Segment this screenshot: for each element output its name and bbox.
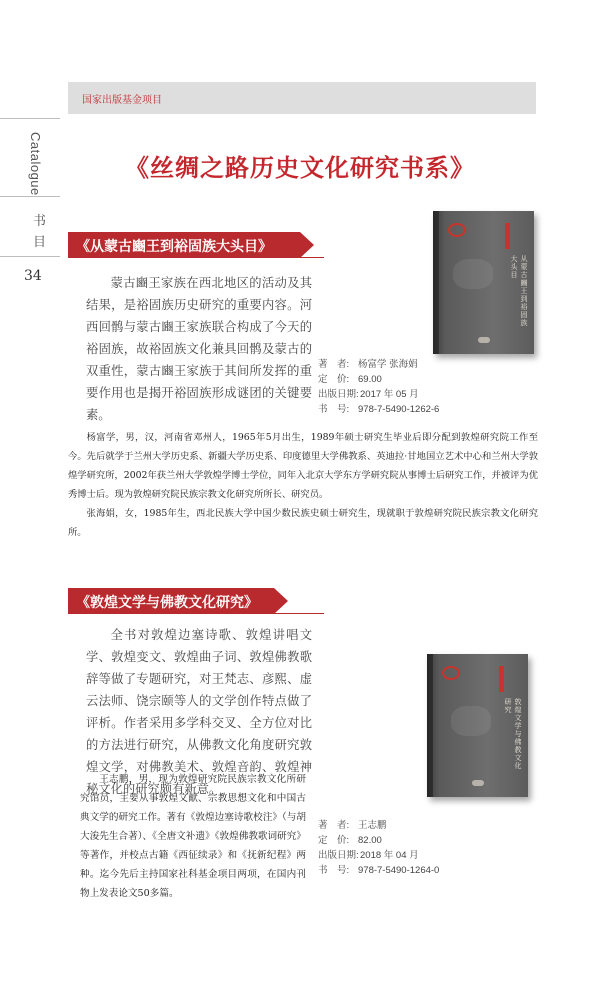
book-2-meta — [318, 818, 439, 878]
book-1-cover-publisher-mark — [478, 337, 490, 343]
book-1-cover — [433, 211, 534, 354]
book-1-meta — [318, 357, 439, 417]
book-1-summary: 蒙古豳王家族在西北地区的活动及其结果，是裕固族历史研究的重要内容。河西回鹘与蒙古豳王家族联合构成了今天的裕固族，故裕固族文化兼具回鹘及蒙古的双重性，蒙古豳王家族于其间所发挥的重要作用也是揭开裕固族形成谜团的关键要素。 — [86, 276, 312, 422]
book-2-summary: 全书对敦煌边塞诗歌、敦煌讲唱文学、敦煌变文、敦煌曲子词、敦煌佛教歌辞等做了专题研究，对王梵志、彦熙、虚云法师、饶宗颐等人的文学创作特点做了评析。作者采用多学科交叉、全方位对比的方法进行研究，从佛教文化角度研究敦煌文学，对佛教美术、敦煌音韵、敦煌神秘文化的研究颇有新意。 — [86, 628, 312, 796]
book-1-author-bio-1: 杨富学，男，汉，河南省邓州人，1965年5月出生，1989年硕士研究生毕业后即分配到敦煌研究院工作至今。先后就学于兰州大学历史系、新疆大学历史系、印度德里大学佛教系、英迪拉·甘地国立艺术中心和兰州大学敦煌学研究所，2002年获兰州大学敦煌学博士学位，同年入北京大学东方学研究院从事博士后研究工作，并被评为优秀博士后。现为敦煌研究院民族宗教文化研究所所长、研究员。 — [68, 432, 538, 500]
meta-value: 978-7-5490-1264-0 — [358, 865, 440, 876]
meta-key: 书 号: — [318, 404, 350, 415]
book-2-cover-spine — [427, 654, 433, 797]
book-2-title-rule — [68, 613, 324, 614]
header-band-label: 国家出版基金项目 — [82, 95, 162, 106]
publisher-logo-icon — [442, 666, 460, 680]
book-2-title: 《敦煌文学与佛教文化研究》 — [76, 595, 258, 611]
banner-arrow-tip — [300, 232, 314, 258]
meta-row-price — [318, 372, 439, 387]
meta-key: 定 价: — [318, 374, 350, 385]
book-1-cover-title: 从蒙古豳王到裕固族大头目 — [510, 255, 528, 327]
meta-key: 著 者: — [318, 820, 350, 831]
book-1-title-rule — [68, 257, 324, 258]
book-2-cover-title: 敦煌文学与佛教文化研究 — [504, 698, 522, 770]
meta-key: 定 价: — [318, 835, 350, 846]
book-1-cover-spine — [433, 211, 439, 354]
book-1-title-banner — [68, 232, 300, 258]
book-2-cover-publisher-mark — [472, 780, 484, 786]
meta-key: 书 号: — [318, 865, 350, 876]
meta-value: 杨富学 张海娟 — [358, 359, 418, 370]
sidebar-cn-char-2: 目 — [33, 235, 47, 250]
banner-arrow-tip — [274, 588, 288, 614]
meta-row-isbn — [318, 402, 439, 417]
sidebar-catalogue-label: Catalogue — [28, 132, 43, 196]
book-2-title-banner — [68, 588, 274, 614]
publisher-logo-icon — [448, 223, 466, 237]
book-2-author-bio: 王志鹏，男，现为敦煌研究院民族宗教文化所研究馆员，主要从事敦煌文献、宗教思想文化和中国古典文学的研究工作。著有《敦煌边塞诗歌校注》（与胡大浚先生合著）、《全唐文补遗》《敦煌佛教歌词研究》等著作，并校点古籍《西征续录》和《抚新纪程》两种。迄今先后主持国家社科基金项目两项，在国内刊物上发表论文50多篇。 — [80, 774, 306, 899]
meta-value: 2018 年 04 月 — [360, 850, 419, 861]
meta-value: 2017 年 05 月 — [360, 389, 419, 400]
meta-row-date — [318, 387, 439, 402]
series-title: 《丝绸之路历史文化研究书系》 — [125, 154, 475, 182]
meta-row-date — [318, 848, 439, 863]
meta-key: 著 者: — [318, 359, 350, 370]
meta-row-price — [318, 833, 439, 848]
book-1-cover-illustration — [453, 259, 493, 289]
book-1-title: 《从蒙古豳王到裕固族大头目》 — [76, 239, 272, 255]
meta-value: 978-7-5490-1262-6 — [358, 404, 440, 415]
book-2-cover-illustration — [451, 706, 491, 736]
meta-value: 王志鹏 — [358, 820, 387, 831]
meta-value: 69.00 — [358, 374, 382, 385]
meta-row-isbn — [318, 863, 439, 878]
header-band — [68, 82, 536, 114]
sidebar-divider-bottom — [0, 256, 60, 257]
meta-row-author — [318, 357, 439, 372]
sidebar-divider-top — [0, 118, 60, 119]
book-1-author-bio-2: 张海娟，女，1985年生，西北民族大学中国少数民族史硕士研究生，现就职于敦煌研究院民族宗教文化研究所。 — [68, 508, 538, 538]
meta-key: 出版日期: — [318, 389, 359, 400]
sidebar-divider-middle — [0, 196, 60, 197]
book-2-cover — [427, 654, 528, 797]
meta-row-author — [318, 818, 439, 833]
page-number: 34 — [24, 268, 42, 284]
meta-value: 82.00 — [358, 835, 382, 846]
meta-key: 出版日期: — [318, 850, 359, 861]
book-1-cover-red-bar — [505, 223, 510, 249]
sidebar-cn-char-1: 书 — [33, 214, 47, 229]
book-2-cover-red-bar — [499, 666, 504, 692]
